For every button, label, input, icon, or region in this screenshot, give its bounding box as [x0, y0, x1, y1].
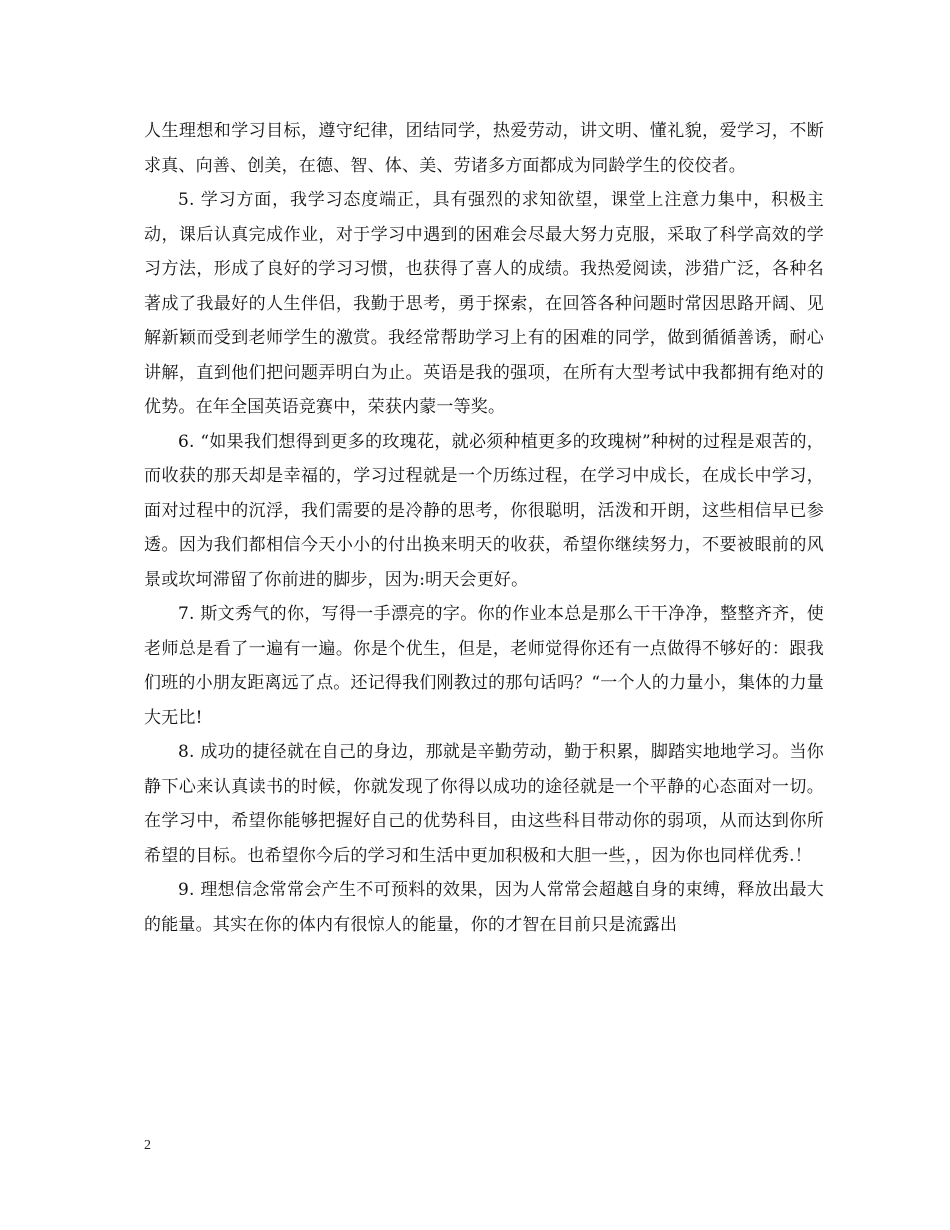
paragraph-item-5: 5. 学习方面，我学习态度端正，具有强烈的求知欲望，课堂上注意力集中，积极主动，课后认真完成作业，对于学习中遇到的困难会尽最大努力克服，采取了科学高效的学习方法，形成了良好的学习习惯，也获得了喜人的成绩。我热爱阅读，涉猎广泛，各种名著成了我最好的人生伴侣，我勤于思考，勇于探索，在回答各种问题时常因思路开阔、见解新颖而受到老师学生的激赏。我经常帮助学习上有的困难的同学，做到循循善诱，耐心讲解，直到他们把问题弄明白为止。英语是我的强项，在所有大型考试中我都拥有绝对的优势。在年全国英语竞赛中，荣获内蒙一等奖。 [144, 190, 824, 417]
paragraph-continuation: 人生理想和学习目标，遵守纪律，团结同学，热爱劳动，讲文明、懂礼貌，爱学习，不断求真、向善、创美，在德、智、体、美、劳诸多方面都成为同龄学生的佼佼者。 [144, 121, 824, 176]
paragraph-item-6: 6. “如果我们想得到更多的玫瑰花，就必须种植更多的玫瑰树”种树的过程是艰苦的，而收获的那天却是幸福的，学习过程就是一个历练过程，在学习中成长，在成长中学习，面对过程中的沉浮，我们需要的是冷静的思考，你很聪明，活泼和开朗，这些相信早已参透。因为我们都相信今天小小的付出换来明天的收获，希望你继续努力，不要被眼前的风景或坎坷滞留了你前进的脚步，因为:明天会更好。 [144, 431, 824, 590]
paragraph-item-9: 9. 理想信念常常会产生不可预料的效果，因为人常常会超越自身的束缚，释放出最大的能量。其实在你的体内有很惊人的能量，你的才智在目前只是流露出 [144, 880, 824, 935]
paragraph-item-8: 8. 成功的捷径就在自己的身边，那就是辛勤劳动，勤于积累，脚踏实地地学习。当你静下心来认真读书的时候，你就发现了你得以成功的途径就是一个平静的心态面对一切。在学习中，希望你能够把握好自己的优势科目，由这些科目带动你的弱项，从而达到你所希望的目标。也希望你今后的学习和生活中更加积极和大胆一些，，因为你也同样优秀.！ [144, 742, 824, 866]
page-number: 2 [144, 1138, 151, 1153]
paragraph-item-7: 7. 斯文秀气的你，写得一手漂亮的字。你的作业本总是那么干干净净，整整齐齐，使老师总是看了一遍有一遍。你是个优生，但是，老师觉得你还有一点做得不够好的：跟我们班的小朋友距离远了点。还记得我们刚教过的那句话吗？“一个人的力量小，集体的力量大无比! [144, 604, 824, 728]
document-body [144, 114, 824, 942]
